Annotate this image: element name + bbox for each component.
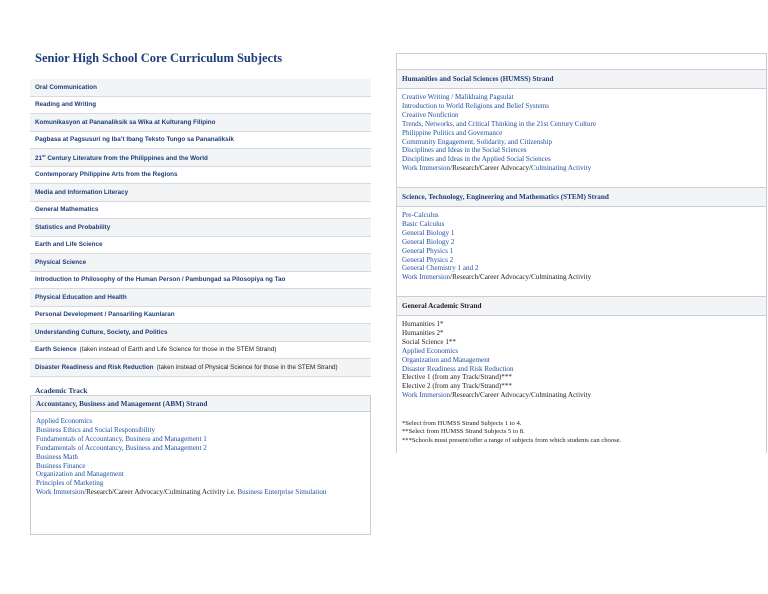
humss-strand-section [397,69,766,189]
core-subject-row [30,184,371,202]
subject-text: /Research/Career Advocacy/Culminating Activity [450,391,592,400]
core-subject-row [30,289,371,307]
footnote: *Select from HUMSS Strand Subjects 1 to 4. [402,420,522,427]
label-post: Century Literature from the Philippines and the World [45,154,208,162]
label-sup: st [42,152,46,158]
subject-item [402,391,766,400]
stem-strand-section [397,187,766,287]
subject-item: Fundamentals of Accountancy, Business and Management 1 [36,434,207,443]
core-subject-row [30,149,371,167]
academic-track-heading: Academic Track [35,386,88,395]
abm-strand-box [30,395,371,535]
work-immersion-link: Work Immersion [402,391,451,400]
subject-item: Trends, Networks, and Critical Thinking in the 21st Century Culture [402,119,597,128]
core-subject-label: Statistics and Probability [35,223,111,231]
subject-item: General Biology 2 [402,237,455,246]
subject-item [36,488,370,497]
subject-item [402,273,766,282]
subject-item: Creative Nonfiction [402,110,459,119]
core-subject-label: Reading and Writing [35,101,97,109]
core-subject-label: Contemporary Philippine Arts from the Regions [35,171,178,179]
subject-item: Social Science 1** [402,337,456,346]
core-subject-label: Komunikasyon at Pananaliksik sa Wika at Kulturang Filipino [35,118,216,126]
core-subject-note: (taken instead of Earth and Life Science for those in the STEM Strand) [79,346,277,354]
core-subject-note: (taken instead of Physical Science for those in the STEM Strand) [156,363,338,371]
core-subject-list [30,79,371,377]
core-subject-label: Personal Development / Pansariling Kaunlaran [35,311,175,319]
subject-item: Disaster Readiness and Risk Reduction [402,364,514,373]
subject-item: Applied Economics [402,346,459,355]
subject-item: Humanities 2* [402,328,444,337]
gas-strand-section [397,296,766,411]
core-subject-label: Earth and Life Science [35,241,103,249]
abm-strand-body [31,412,370,497]
subject-item: Introduction to World Religions and Belief Systems [402,101,550,110]
core-subject-row [30,359,371,377]
subject-item: Creative Writing / Malikhaing Pagsulat [402,93,514,101]
subject-item: Business Ethics and Social Responsibility [36,425,156,434]
subject-text: Culminating Activity [531,164,592,173]
subject-item: General Biology 1 [402,228,455,237]
subject-item: Organization and Management [36,470,124,479]
subject-item: Business Finance [36,461,86,470]
core-subject-row [30,97,371,115]
core-subject-label: Media and Information Literacy [35,188,129,196]
humss-strand-body [397,89,766,173]
core-subject-row [30,132,371,150]
right-column [396,53,767,453]
subject-item: Elective 1 (from any Track/Strand)*** [402,373,512,382]
abm-strand-header: Accountancy, Business and Management (ABM) Strand [31,396,370,412]
core-subject-label: Physical Science [35,258,87,266]
core-subject-label: Physical Education and Health [35,293,127,301]
stem-strand-body [397,207,766,282]
work-immersion-link: Work Immersion [36,488,85,497]
gas-strand-body [397,316,766,400]
subject-text: /Research/Career Advocacy/Culminating Activity i.e. [84,488,238,497]
subject-text: /Research/ [450,273,481,282]
core-subject-row [30,114,371,132]
subject-item: Organization and Management [402,355,490,364]
footnote: **Select from HUMSS Strand Subjects 5 to 8. [402,428,525,436]
core-subject-row [30,79,371,97]
subject-item [402,164,766,173]
core-subject-label: Earth Science [35,346,77,354]
subject-item: Disciplines and Ideas in the Applied Social Sciences [402,155,551,164]
core-subject-label: Disaster Readiness and Risk Reduction [35,363,154,371]
core-subject-row [30,237,371,255]
subject-text: Career Advocacy/Culminating Activity [480,273,592,282]
core-subject-row [30,324,371,342]
subject-item: Basic Calculus [402,219,445,228]
core-subject-label: Oral Communication [35,83,97,91]
core-subject-label: Understanding Culture, Society, and Politics [35,328,168,336]
core-subject-row [30,254,371,272]
subject-item: Disciplines and Ideas in the Social Sciences [402,146,527,155]
footnote: ***Schools must present/offer a range of subjects from which students can choose. [402,436,622,444]
subject-text: Business Enterprise Simulation [237,488,327,497]
subject-item: Applied Economics [36,417,93,425]
work-immersion-link: Work Immersion [402,273,451,282]
subject-item: General Physics 2 [402,255,454,264]
core-subject-label: Introduction to Philosophy of the Human Person / Pambungad sa Pilosopiya ng Tao [35,276,286,284]
core-subject-label: Pagbasa at Pagsusuri ng Iba’t Ibang Teksto Tungo sa Pananaliksik [35,136,234,144]
core-subject-row [30,272,371,290]
subject-item: Community Engagement, Solidarity, and Citizenship [402,137,553,146]
core-subject-label: General Mathematics [35,206,99,214]
gas-strand-header: General Academic Strand [397,296,766,316]
subject-item: Elective 2 (from any Track/Strand)*** [402,382,512,391]
subject-item: Principles of Marketing [36,479,104,488]
subject-item: Pre-Calculus [402,211,439,219]
subject-item: General Chemistry 1 and 2 [402,264,479,273]
core-subject-row [30,342,371,360]
core-subject-row [30,167,371,185]
page-title: Senior High School Core Curriculum Subjects [35,51,283,65]
subject-item: Philippine Politics and Governance [402,128,503,137]
subject-item: Fundamentals of Accountancy, Business and Management 2 [36,443,207,452]
core-subject-row [30,202,371,220]
work-immersion-link: Work Immersion [402,164,451,173]
core-subject-row [30,219,371,237]
core-subject-row [30,307,371,325]
subject-text: /Research/Career Advocacy/ [450,164,532,173]
humss-strand-header: Humanities and Social Sciences (HUMSS) Strand [397,69,766,89]
core-subject-label [35,153,208,162]
label-pre: 21 [35,154,43,162]
footnotes [402,420,621,445]
stem-strand-header: Science, Technology, Engineering and Mathematics (STEM) Strand [397,187,766,207]
subject-item: General Physics 1 [402,246,454,255]
subject-item: Business Math [36,452,78,461]
subject-item: Humanities 1* [402,320,444,328]
